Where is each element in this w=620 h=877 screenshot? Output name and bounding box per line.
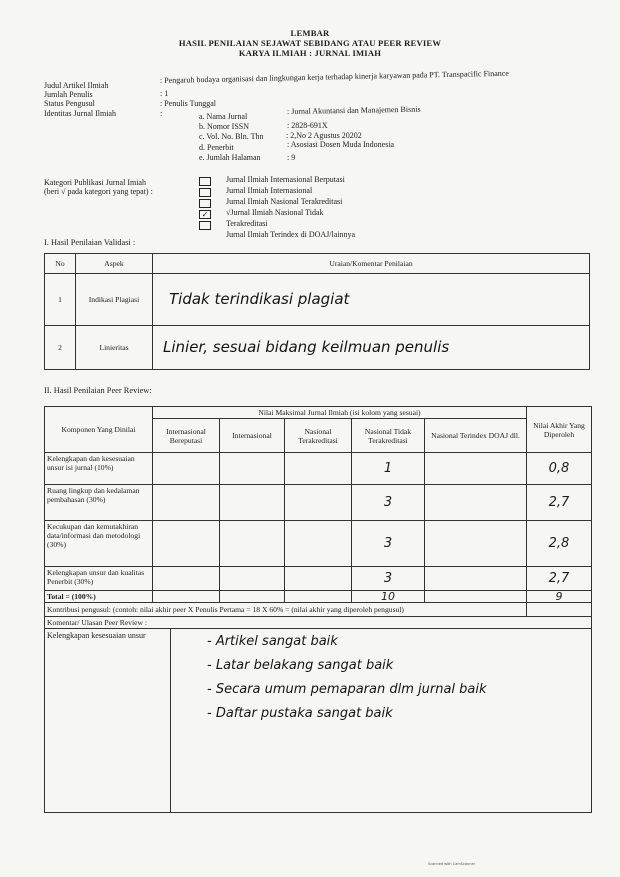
jurnal-item-value: : 2828-691X — [287, 121, 328, 130]
jurnal-item-label: d. Penerbit — [199, 143, 234, 152]
komponen-cell: Kelengkapan unsur dan kualitas Penerbit (30%) — [45, 567, 153, 591]
validasi-table — [44, 253, 590, 370]
sub-header: Internasional — [220, 419, 285, 453]
komponen-cell: Kecukupan dan kemutakhiran data/informasi dan metodologi (30%) — [45, 521, 153, 567]
kategori-hint: (beri √ pada kategori yang tepat) : — [44, 187, 153, 196]
scan-watermark: Scanned with CamScanner — [428, 862, 476, 866]
table-row — [45, 326, 590, 370]
sub-header: Nasional Tidak Terakreditasi — [352, 419, 425, 453]
validasi-komentar: Linier, sesuai bidang keilmuan penulis — [153, 326, 590, 370]
section-1-title: I. Hasil Penilaian Validasi : — [44, 238, 136, 247]
jurnal-item-label: e. Jumlah Halaman — [199, 153, 261, 162]
validasi-header-komentar: Uraian/Komentar Penilaian — [153, 254, 590, 274]
kategori-checkbox[interactable] — [199, 188, 211, 197]
kategori-extra: Jurnal Ilmiah Terindex di DOAJ/lainnya — [226, 230, 356, 239]
jurnal-item-value: : Asosiasi Dosen Muda Indonesia — [287, 140, 395, 149]
identitas-colon: : — [160, 109, 163, 118]
komentar-line: - Latar belakang sangat baik — [207, 658, 394, 673]
nilai-akhir-cell: 0,8 — [527, 453, 592, 485]
nilai-akhir-cell: 2,8 — [527, 521, 592, 567]
validasi-header-aspek: Aspek — [76, 254, 153, 274]
komponen-header: Komponen Yang Dinilai — [45, 407, 153, 453]
nilai-akhir-cell: 2,7 — [527, 567, 592, 591]
jurnal-item-label: c. Vol. No. Bln. Thn — [199, 132, 264, 141]
validasi-komentar: Tidak terindikasi plagiat — [153, 274, 590, 326]
komponen-cell: Kelengkapan dan kesesuaian unsur isi jurnal (10%) — [45, 453, 153, 485]
section-2-title: II. Hasil Penilaian Peer Review: — [44, 386, 152, 395]
jurnal-item-label: b. Nomor ISSN — [199, 122, 250, 131]
kategori-checkbox[interactable]: ✓ — [199, 210, 211, 219]
validasi-header-no: No — [45, 254, 76, 274]
validasi-aspek: Linieritas — [76, 326, 153, 370]
kategori-option-label: √Jurnal Ilmiah Nasional Tidak — [226, 208, 324, 217]
nilai-tidak-cell: 3 — [352, 485, 425, 521]
jumlah-value: : 1 — [160, 89, 169, 98]
komentar-line: - Artikel sangat baik — [207, 634, 338, 649]
header-line-1: LEMBAR — [290, 28, 330, 38]
kategori-checkbox[interactable] — [199, 177, 211, 186]
table-row — [45, 521, 592, 567]
judul-value: : Pengaruh budaya organisasi dan lingkungan kerja terhadap kinerja karyawan pada PT. Transpacific Finance — [159, 68, 509, 85]
nilai-tidak-cell: 3 — [352, 521, 425, 567]
header-line-3: KARYA ILMIAH : JURNAL IMIAH — [238, 48, 382, 58]
validasi-no: 2 — [45, 326, 76, 370]
kategori-option-label: Jurnal Ilmiah Nasional Terakreditasi — [226, 197, 343, 206]
kontribusi-text: Kontribusi pengusul: (contoh: nilai akhir peer X Penulis Pertama = 18 X 60% = (nilai akhir yang diperoleh pengusul) — [45, 603, 527, 617]
nilai-akhir-header: Nilai Akhir Yang Diperoleh — [527, 407, 592, 453]
table-row — [45, 567, 592, 591]
total-tidak: 10 — [352, 591, 425, 603]
jurnal-item-value: : Jurnal Akuntansi dan Manajemen Bisnis — [286, 104, 421, 116]
status-label: Status Pengusul — [44, 99, 95, 108]
sub-header: Nasional Terindex DOAJ dll. — [425, 419, 527, 453]
total-akhir: 9 — [527, 591, 592, 603]
peer-review-table — [44, 406, 592, 813]
komentar-title: Komentar/ Ulasan Peer Review : — [45, 617, 592, 629]
table-row — [45, 453, 592, 485]
nilai-akhir-cell: 2,7 — [527, 485, 592, 521]
nilai-tidak-cell: 3 — [352, 567, 425, 591]
sub-header: Internasional Bereputasi — [153, 419, 220, 453]
kategori-checkbox[interactable] — [199, 221, 211, 230]
komentar-box — [45, 629, 592, 813]
nilai-tidak-cell: 1 — [352, 453, 425, 485]
table-row — [45, 274, 590, 326]
komentar-label: Kelengkapan kesesuaian unsur — [47, 631, 146, 640]
komentar-line: - Daftar pustaka sangat baik — [207, 706, 393, 721]
total-label: Total = (100%) — [45, 591, 153, 603]
judul-label: Judul Artikel Ilmiah — [44, 81, 109, 90]
jurnal-item-value: : 2,No 2 Agustus 20202 — [286, 131, 362, 140]
sub-header: Nasional Terakreditasi — [285, 419, 352, 453]
header-line-2: HASIL PENILAIAN SEJAWAT SEBIDANG ATAU PEER REVIEW — [178, 38, 442, 48]
komponen-cell: Ruang lingkup dan kedalaman pembahasan (30%) — [45, 485, 153, 521]
kategori-option-label: Jurnal Ilmiah Internasional Berputasi — [226, 175, 345, 184]
komentar-divider — [170, 629, 171, 812]
identitas-label: Identitas Jurnal Ilmiah — [44, 109, 116, 118]
nilai-maks-header: Nilai Maksimal Jurnal Ilmiah (isi kolom yang sesuai) — [153, 407, 527, 419]
jumlah-label: Jumlah Penulis — [44, 90, 93, 99]
jurnal-item-value: : 9 — [287, 153, 296, 162]
validasi-aspek: Indikasi Plagiasi — [76, 274, 153, 326]
kategori-checkbox[interactable] — [199, 199, 211, 208]
kategori-option-label: Terakreditasi — [226, 219, 268, 228]
validasi-no: 1 — [45, 274, 76, 326]
status-value: : Penulis Tunggal — [160, 99, 217, 108]
kategori-label: Kategori Publikasi Jurnal Imiah — [44, 178, 146, 187]
kategori-option-label: Jurnal Ilmiah Internasional — [226, 186, 313, 195]
jurnal-item-label: a. Nama Jurnal — [199, 112, 248, 121]
total-row — [45, 591, 592, 603]
table-row — [45, 485, 592, 521]
komentar-line: - Secara umum pemaparan dlm jurnal baik — [207, 682, 487, 697]
